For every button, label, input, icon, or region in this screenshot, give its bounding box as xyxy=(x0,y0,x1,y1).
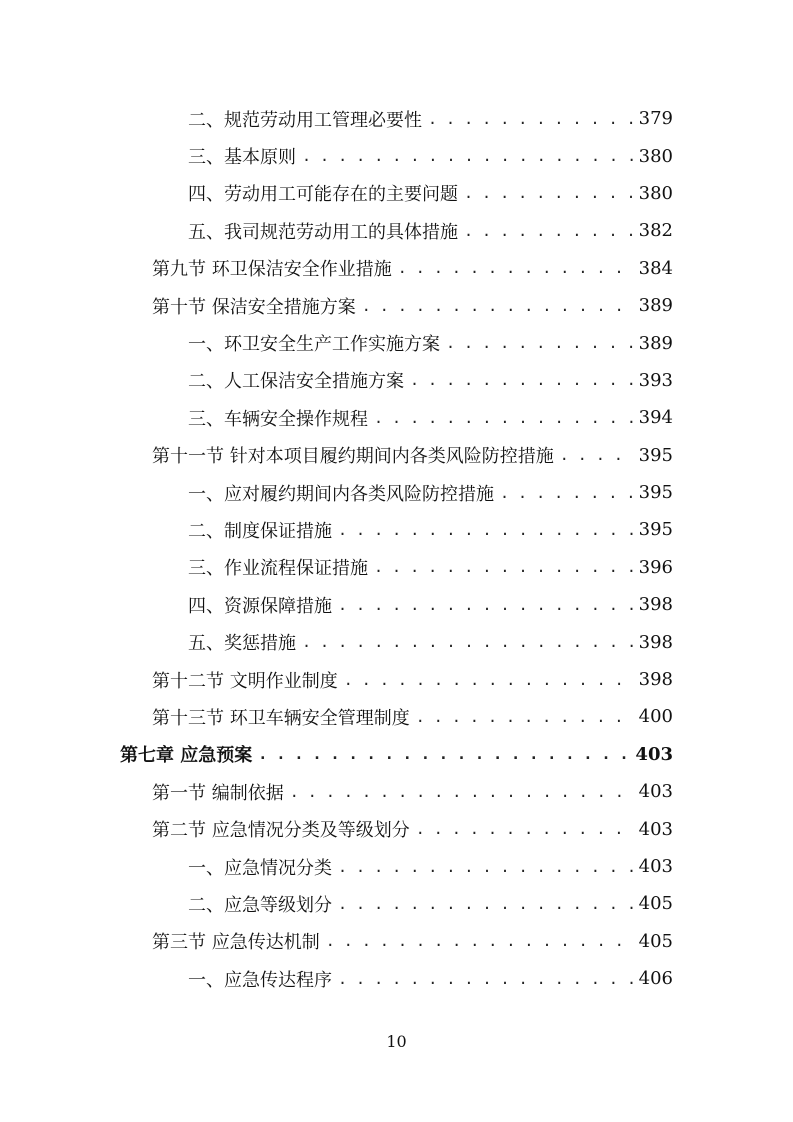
dot-leader xyxy=(362,297,633,315)
toc-entry-page: 405 xyxy=(638,930,673,952)
toc-entry-title: 一、应急传达程序 xyxy=(188,969,332,991)
dot-leader xyxy=(302,633,633,651)
toc-entry-title: 一、环卫安全生产工作实施方案 xyxy=(188,334,440,356)
toc-entry[interactable] xyxy=(0,437,793,474)
dot-leader xyxy=(338,858,633,876)
toc-entry[interactable] xyxy=(0,923,793,960)
toc-entry-title: 三、基本原则 xyxy=(188,147,296,169)
dot-leader xyxy=(500,484,633,502)
toc-entry[interactable] xyxy=(0,885,793,922)
toc-entry[interactable] xyxy=(0,474,793,511)
toc-entry-page: 406 xyxy=(638,968,673,990)
dot-leader xyxy=(338,895,633,913)
toc-entry-title: 第一节 编制依据 xyxy=(152,782,284,804)
toc-entry-title: 五、我司规范劳动用工的具体措施 xyxy=(188,221,458,243)
toc-entry-page: 403 xyxy=(635,743,673,765)
toc-entry-page: 394 xyxy=(638,407,673,429)
dot-leader xyxy=(338,596,633,614)
toc-entry-title: 第二节 应急情况分类及等级划分 xyxy=(152,820,410,842)
dot-leader xyxy=(338,521,633,539)
toc-entry-page: 405 xyxy=(638,893,673,915)
toc-entry-title: 第九节 环卫保洁安全作业措施 xyxy=(152,259,392,281)
dot-leader xyxy=(416,820,633,838)
toc-entry[interactable] xyxy=(0,736,793,773)
toc-entry[interactable] xyxy=(0,175,793,212)
toc-entry[interactable] xyxy=(0,960,793,997)
dot-leader xyxy=(560,446,633,464)
toc-entry-title: 四、资源保障措施 xyxy=(188,595,332,617)
dot-leader xyxy=(344,671,633,689)
toc-entry-page: 398 xyxy=(638,594,673,616)
toc-entry-title: 一、应对履约期间内各类风险防控措施 xyxy=(188,483,494,505)
toc-entry-title: 五、奖惩措施 xyxy=(188,633,296,655)
dot-leader xyxy=(398,259,633,277)
toc-entry-title: 第十二节 文明作业制度 xyxy=(152,670,338,692)
toc-entry-page: 398 xyxy=(638,631,673,653)
toc-entry-page: 380 xyxy=(638,182,673,204)
toc-entry-page: 393 xyxy=(638,369,673,391)
toc-entry[interactable] xyxy=(0,250,793,287)
dot-leader xyxy=(374,409,633,427)
dot-leader xyxy=(302,147,633,165)
toc-entry-title: 第七章 应急预案 xyxy=(120,745,253,767)
toc-entry[interactable] xyxy=(0,848,793,885)
dot-leader xyxy=(410,371,633,389)
toc-entry-title: 四、劳动用工可能存在的主要问题 xyxy=(188,184,458,206)
toc-entry-title: 三、车辆安全操作规程 xyxy=(188,408,368,430)
dot-leader xyxy=(464,222,633,240)
toc-entry-page: 384 xyxy=(638,257,673,279)
toc-entry-title: 二、人工保洁安全措施方案 xyxy=(188,371,404,393)
toc-entry-title: 第十节 保洁安全措施方案 xyxy=(152,296,356,318)
toc-entry[interactable] xyxy=(0,511,793,548)
toc-entry-title: 第十一节 针对本项目履约期间内各类风险防控措施 xyxy=(152,446,554,468)
toc-entry[interactable] xyxy=(0,698,793,735)
toc-entry-page: 382 xyxy=(638,220,673,242)
toc-entry-page: 379 xyxy=(638,108,673,130)
toc-entry-title: 二、制度保证措施 xyxy=(188,520,332,542)
dot-leader xyxy=(258,745,629,763)
dot-leader xyxy=(464,184,633,202)
toc-entry[interactable] xyxy=(0,586,793,623)
toc-entry[interactable] xyxy=(0,100,793,137)
toc-entry-title: 二、应急等级划分 xyxy=(188,894,332,916)
toc-entry-page: 395 xyxy=(638,444,673,466)
dot-leader xyxy=(416,708,633,726)
toc-entry[interactable] xyxy=(0,324,793,361)
toc-entry-title: 一、应急情况分类 xyxy=(188,857,332,879)
toc-entry[interactable] xyxy=(0,137,793,174)
toc-entry-page: 395 xyxy=(638,519,673,541)
toc-entry[interactable] xyxy=(0,399,793,436)
toc-entry-title: 第三节 应急传达机制 xyxy=(152,932,320,954)
dot-leader xyxy=(446,334,633,352)
toc-entry-page: 403 xyxy=(638,856,673,877)
toc-entry[interactable] xyxy=(0,549,793,586)
toc-entry-page: 403 xyxy=(638,781,673,803)
toc-entry[interactable] xyxy=(0,661,793,698)
toc-entry-page: 389 xyxy=(638,332,673,354)
table-of-contents xyxy=(0,100,793,997)
toc-entry[interactable] xyxy=(0,810,793,847)
toc-entry-page: 400 xyxy=(638,706,673,728)
dot-leader xyxy=(290,783,633,801)
toc-entry-page: 389 xyxy=(638,295,673,317)
toc-entry-page: 380 xyxy=(638,145,673,167)
dot-leader xyxy=(338,970,633,988)
toc-entry[interactable] xyxy=(0,287,793,324)
toc-entry[interactable] xyxy=(0,362,793,399)
toc-entry-title: 二、规范劳动用工管理必要性 xyxy=(188,109,422,131)
toc-entry[interactable] xyxy=(0,623,793,660)
toc-entry-title: 第十三节 环卫车辆安全管理制度 xyxy=(152,707,410,729)
toc-entry-title: 三、作业流程保证措施 xyxy=(188,558,368,580)
page-number: 10 xyxy=(386,1032,407,1051)
toc-entry-page: 398 xyxy=(638,669,673,691)
toc-entry-page: 403 xyxy=(638,818,673,840)
toc-entry[interactable] xyxy=(0,773,793,810)
toc-entry[interactable] xyxy=(0,212,793,249)
toc-entry-page: 396 xyxy=(638,556,673,578)
dot-leader xyxy=(374,558,633,576)
toc-entry-page: 395 xyxy=(638,482,673,504)
dot-leader xyxy=(428,110,633,128)
dot-leader xyxy=(326,932,633,950)
